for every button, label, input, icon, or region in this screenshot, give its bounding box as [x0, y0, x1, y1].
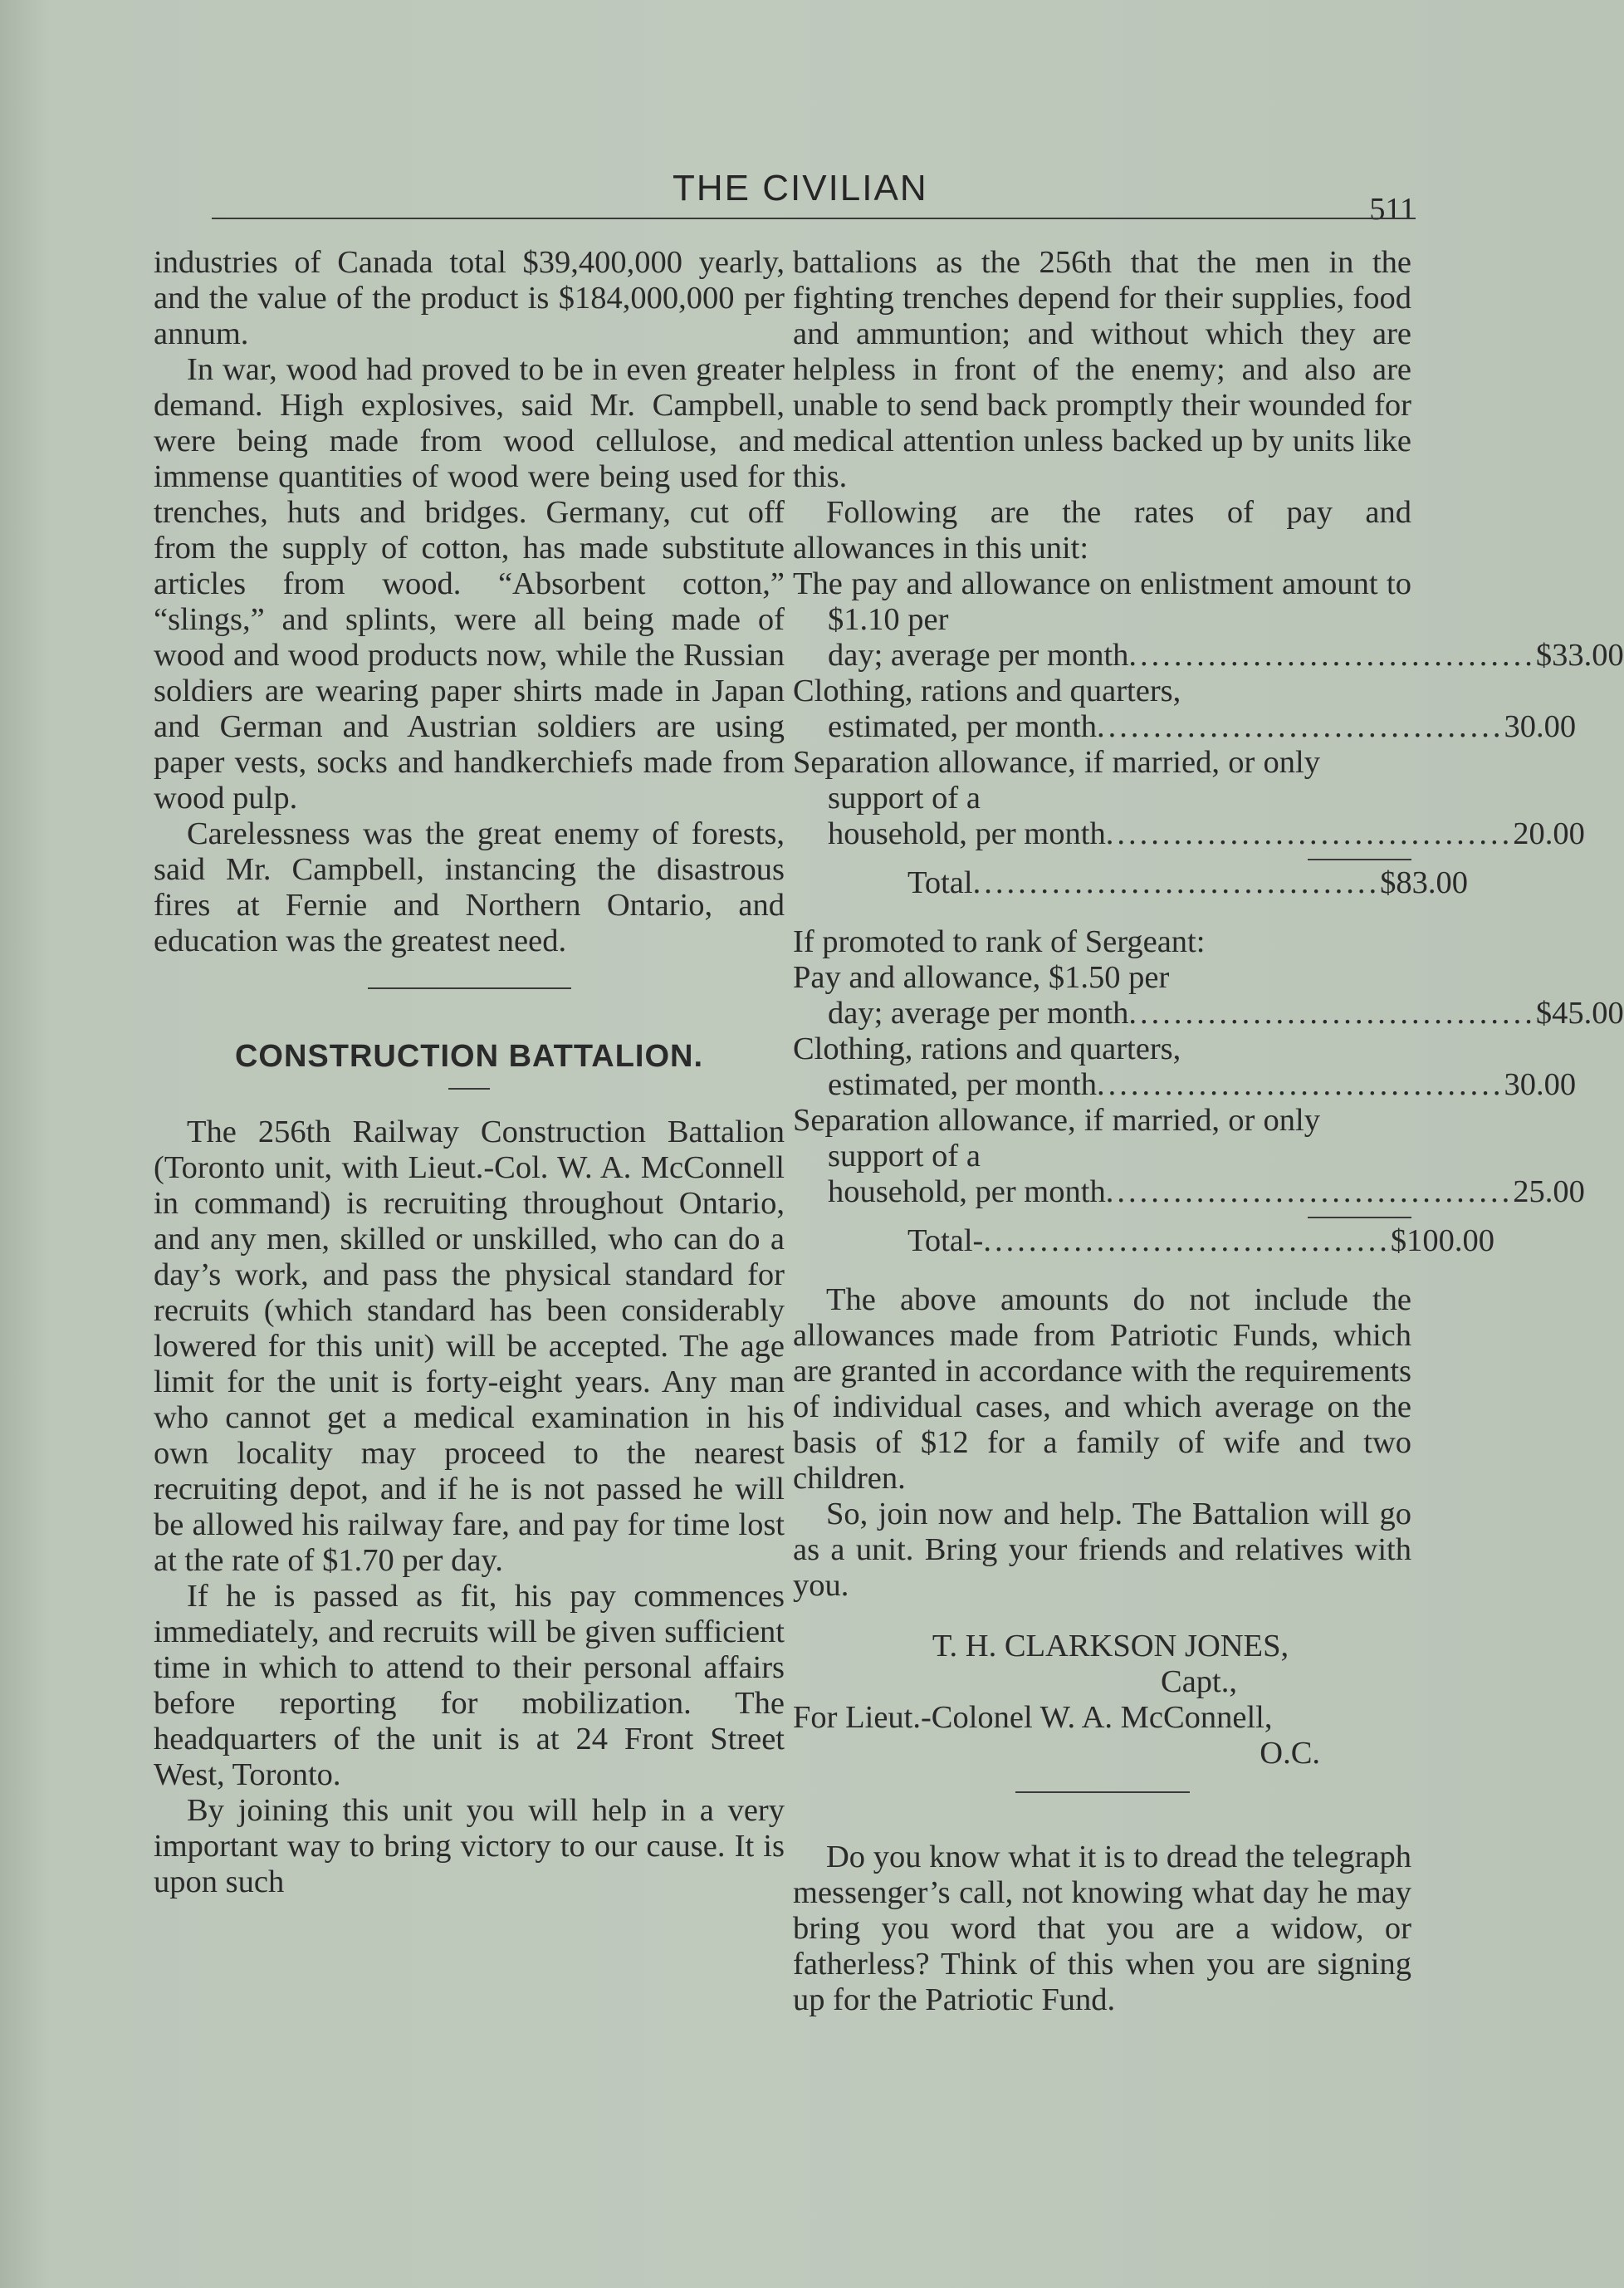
journal-title: THE CIVILIAN [673, 168, 928, 208]
paragraph: The 256th Railway Construction Battalion (Toronto unit, with Lieut.-Col. W. A. McConnell in command) is recruiting throughout Ontario, and any men, skilled or unskilled, who can do a day’s work, and pass the physical standard for recruits (which standard has been considerably lowered for this unit) will be accepted. The age limit for the unit is forty-eight years. Any man who cannot get a medical examination in his own locality may proceed to the nearest recruiting depot, and if he is not passed he will be allowed his railway fare, and pay for time lost at the rate of $1.70 per day. [154, 1115, 785, 1578]
paragraph: Do you know what it is to dread the telegraph messenger’s call, not knowing what day he may bring you word that you are a widow, or fatherless? Think of this when you are signing up for the Patriotic Fund. [793, 1840, 1411, 2017]
pay-item-label: household, per month [828, 816, 1106, 851]
pay-item-row [793, 638, 1624, 674]
pay-item-label: Pay and allowance, $1.50 per [793, 960, 1170, 995]
total-amount: $83.00 [1380, 865, 1468, 900]
paragraph: industries of Canada total $39,400,000 yearly, and the value of the product is $184,000,000 per annum. [154, 245, 785, 351]
total-amount: $100.00 [1390, 1223, 1495, 1258]
pay-item-label: day; average per month [828, 638, 1129, 673]
section-divider [368, 987, 571, 989]
pay-item-row [793, 816, 1585, 852]
pay-item-row [793, 1174, 1585, 1210]
paragraph: So, join now and help. The Battalion will go as a unit. Bring your friends and relatives with you. [793, 1497, 1411, 1603]
pay-amount: 30.00 [1504, 709, 1577, 744]
signatory-rank: Capt., [1161, 1664, 1237, 1699]
dot-leader: .................................... [1096, 709, 1504, 744]
spacer [793, 901, 1411, 924]
page-header [212, 168, 1416, 227]
paragraph: battalions as the 256th that the men in the fighting trenches depend for their supplies, food and ammuntion; and without which they are helpless in front of the enemy; and also are unable to send back promptly their wounded for medical attention unless backed up by units like this. [793, 245, 1411, 494]
signatory-name: T. H. CLARKSON JONES, [932, 1629, 1289, 1663]
section-divider [1015, 1791, 1190, 1793]
pay-item-row [793, 1067, 1577, 1103]
dot-leader: .................................... [1096, 1067, 1504, 1102]
paragraph: Following are the rates of pay and allowances in this unit: [793, 495, 1411, 566]
pay-item-row [793, 996, 1624, 1031]
paragraph: Carelessness was the great enemy of forests, said Mr. Campbell, instancing the disastrous fires at Fernie and Northern Ontario, and education was the greatest need. [154, 816, 785, 958]
pay-item-label: household, per month [828, 1174, 1106, 1209]
right-column [793, 245, 1624, 2018]
left-column [154, 245, 785, 1900]
spacer [793, 1259, 1411, 1282]
header-rule [212, 218, 1416, 219]
total-rule [1308, 1217, 1411, 1218]
signature-block [793, 1629, 1411, 1771]
pay-amount: 20.00 [1513, 816, 1585, 851]
dot-leader: .................................... [1128, 996, 1536, 1031]
paragraph: In war, wood had proved to be in even greater demand. High explosives, said Mr. Campbell, were being made from wood cellulose, and immense quantities of wood were being used for trenches, huts and bridges. Germany, cut off from the supply of cotton, has made substitute articles from wood. “Absorbent cotton,” “slings,” and splints, were all being made of wood and wood products now, while the Russian soldiers are wearing paper shirts made in Japan and German and Austrian soldiers are using paper vests, socks and handkerchiefs made from wood pulp. [154, 352, 785, 816]
heading-rule [448, 1088, 490, 1090]
total-label: Total [907, 865, 973, 900]
total-row [793, 1223, 1495, 1259]
dot-leader: .................................... [1105, 1174, 1514, 1209]
paragraph: By joining this unit you will help in a very important way to bring victory to our cause. It is upon such [154, 1793, 785, 1899]
pay-item-label: estimated, per month [828, 709, 1097, 744]
pay-item-label: Separation allowance, if married, or only support of a [793, 745, 1320, 816]
dot-leader: .................................... [983, 1223, 1391, 1258]
pay-item-label: day; average per month [828, 996, 1129, 1031]
total-label: Total- [907, 1223, 984, 1258]
total-rule [1308, 859, 1411, 860]
total-row [793, 865, 1468, 901]
signatory-oc: O.C. [1260, 1736, 1320, 1771]
page-number: 511 [1369, 192, 1416, 227]
pay-amount: 30.00 [1504, 1067, 1577, 1102]
pay-item-label: The pay and allowance on enlistment amount to $1.10 per [793, 566, 1411, 637]
pay-item-label: estimated, per month [828, 1067, 1097, 1102]
signatory-for-line: For Lieut.-Colonel W. A. McConnell, [793, 1700, 1273, 1735]
section-heading: CONSTRUCTION BATTALION. [234, 1039, 704, 1074]
pay-amount: 25.00 [1513, 1174, 1585, 1209]
paragraph: The above amounts do not include the allowances made from Patriotic Funds, which are granted in accordance with the requirements of individual cases, and which average on the basis of $12 for a family of wife and two children. [793, 1282, 1411, 1496]
dot-leader: .................................... [972, 865, 1381, 900]
pay-item-row [793, 709, 1577, 745]
pay-amount: $33.00 [1535, 638, 1624, 673]
pay-amount: $45.00 [1535, 996, 1624, 1031]
pay-table-sergeant [793, 960, 1624, 1259]
pay-item-label: Clothing, rations and quarters, [793, 1031, 1181, 1066]
pay-item-label: Clothing, rations and quarters, [793, 674, 1181, 708]
paragraph: If he is passed as fit, his pay commences immediately, and recruits will be given sufficient time in which to attend to their personal affairs before reporting for mobilization. The headquarters of the unit is at 24 Front Street West, Toronto. [154, 1579, 785, 1792]
dot-leader: .................................... [1128, 638, 1536, 673]
pay-item-label: Separation allowance, if married, or only support of a [793, 1103, 1320, 1173]
paragraph: If promoted to rank of Sergeant: [793, 924, 1206, 959]
pay-table-private [793, 566, 1624, 901]
dot-leader: .................................... [1105, 816, 1514, 851]
